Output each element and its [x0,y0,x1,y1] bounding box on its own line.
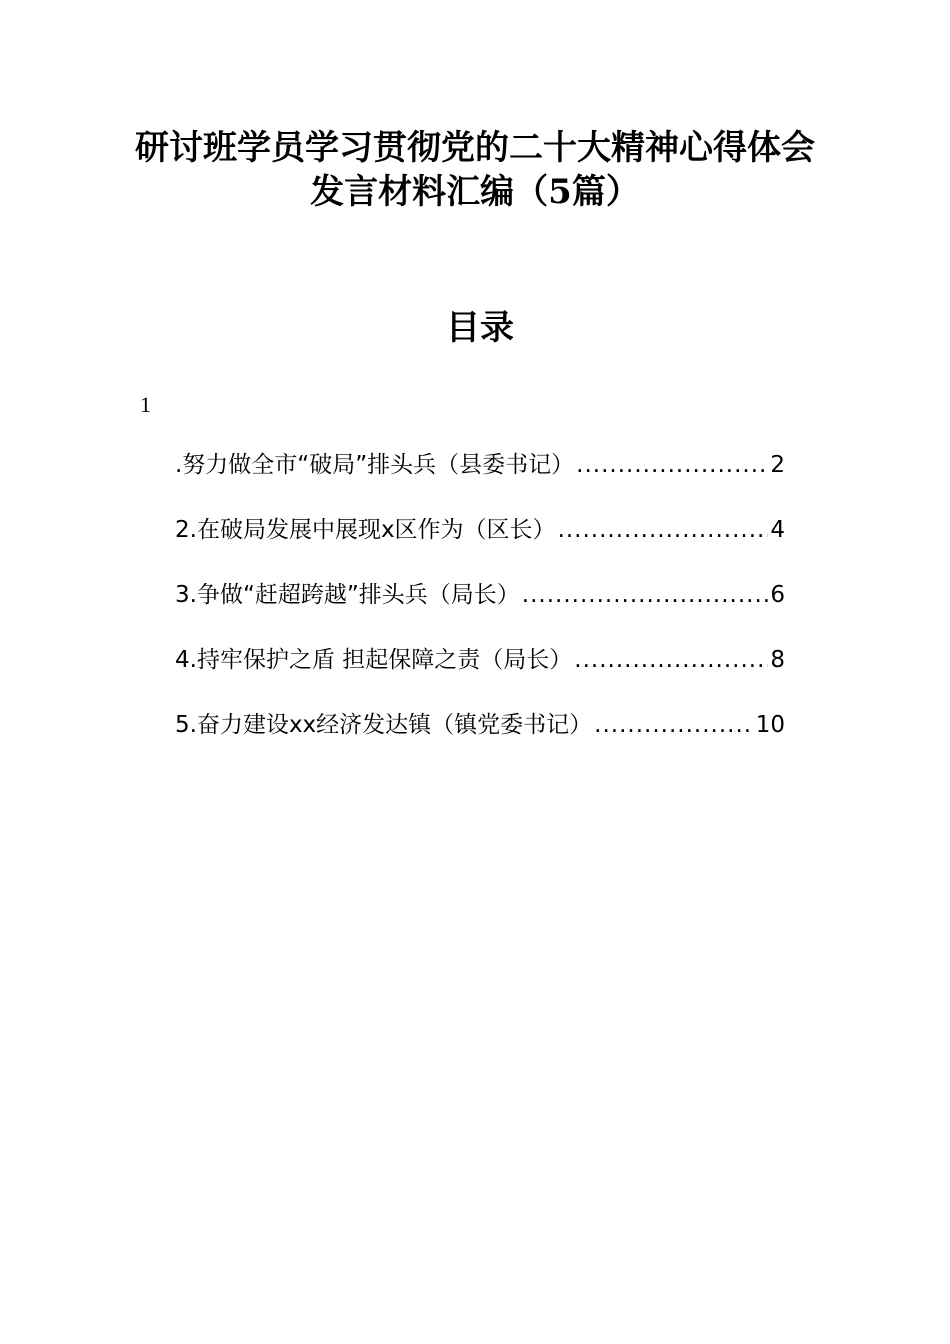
toc-entry-title: .努力做全市“破局”排头兵（县委书记） [175,452,575,478]
toc-dot-leader [522,580,769,610]
toc-entry-title: 2.在破局发展中展现x区作为（区长） [175,517,556,543]
toc-entry[interactable] [175,580,785,645]
toc-entry-title: 4.持牢保护之盾 担起保障之责（局长） [175,647,573,673]
toc-dot-leader [576,450,768,480]
toc-entry-title: 3.争做“赶超跨越”排头兵（局长） [175,582,520,608]
table-of-contents [175,450,785,775]
toc-entry-title: 5.奋力建设xx经济发达镇（镇党委书记） [175,712,593,738]
toc-heading: 目录 [446,308,514,348]
toc-entry-page: 6 [770,582,785,608]
toc-entry[interactable] [175,710,785,775]
toc-dot-leader [594,710,754,740]
toc-entry-page: 8 [770,647,785,673]
toc-dot-leader [574,645,768,675]
toc-dot-leader [558,515,769,545]
toc-entry[interactable] [175,515,785,580]
toc-entry[interactable] [175,450,785,515]
page-marker: 1 [140,392,151,417]
toc-entry-page: 2 [770,452,785,478]
document-title-line-1: 研讨班学员学习贯彻党的二十大精神心得体会 [135,128,815,168]
toc-entry[interactable] [175,645,785,710]
document-title-line-2: 发言材料汇编（5篇） [310,172,640,212]
toc-entry-page: 4 [770,517,785,543]
toc-entry-page: 10 [755,712,785,738]
